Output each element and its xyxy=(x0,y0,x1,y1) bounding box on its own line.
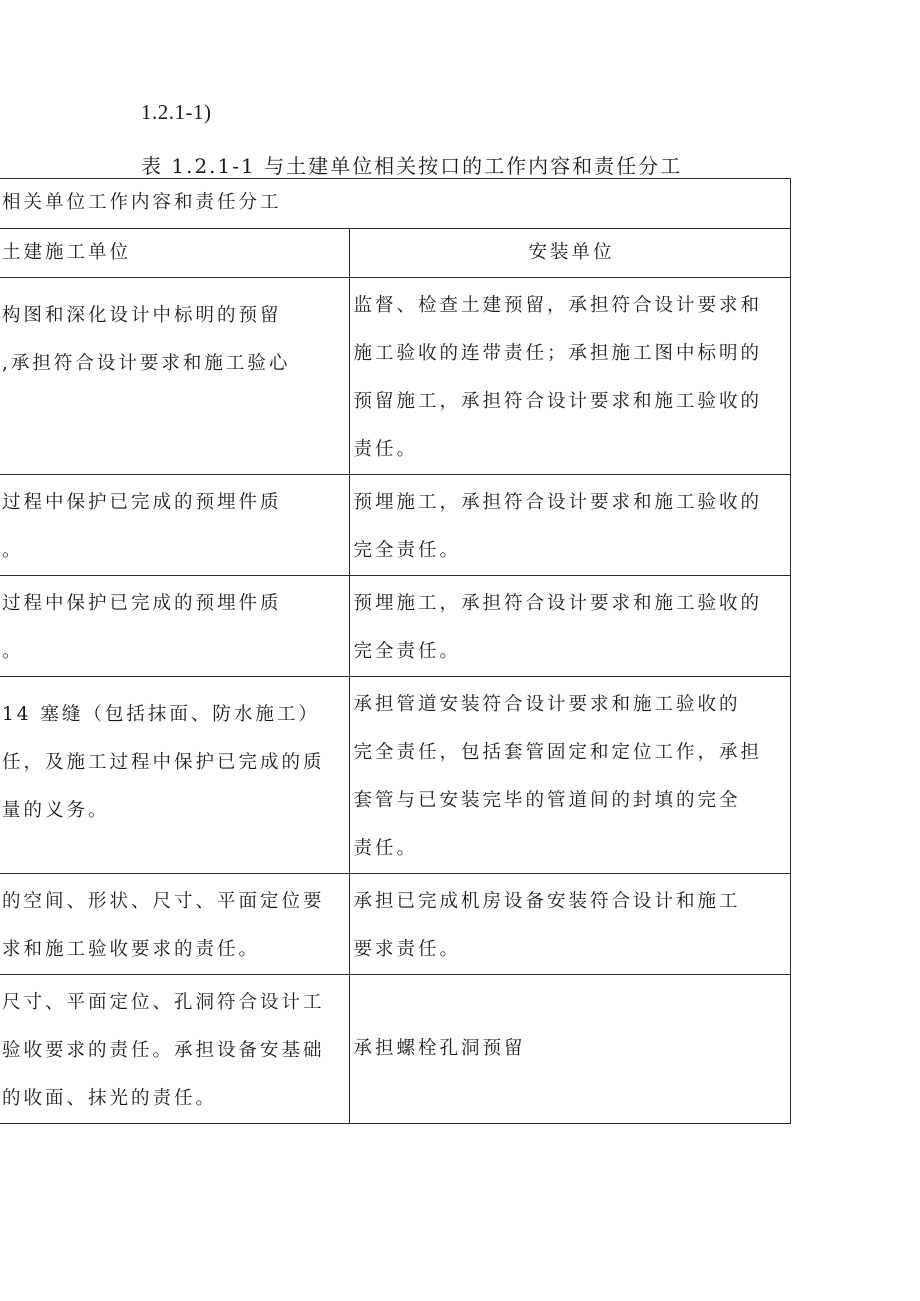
cell-line: 验收要求的责任。承担设备安基础 xyxy=(2,1040,325,1061)
cell-line: ,承担符合设计要求和施工验心 xyxy=(2,353,291,374)
cell-line: 。 xyxy=(2,540,24,561)
cell-line: 量的义务。 xyxy=(2,800,110,821)
table-row xyxy=(0,278,790,475)
cell-line: 过程中保护已完成的预埋件质 xyxy=(2,593,282,614)
table-row xyxy=(0,677,790,874)
cell-line: 责任。 xyxy=(353,439,419,460)
row-6-installation xyxy=(349,975,790,1124)
row-4-civil xyxy=(0,677,349,874)
row-6-civil xyxy=(0,975,349,1124)
cell-line: 预埋施工，承担符合设计要求和施工验收的 xyxy=(353,492,763,513)
cell-line: 承担螺栓孔洞预留 xyxy=(353,1038,526,1059)
cell-line: 要求责任。 xyxy=(353,939,462,960)
row-5-civil xyxy=(0,874,349,975)
header-installation-contractor: 安装单位 xyxy=(349,229,790,278)
row-2-installation xyxy=(349,475,790,576)
cell-line: 过程中保护已完成的预埋件质 xyxy=(2,492,282,513)
responsibility-table xyxy=(0,178,791,1124)
cell-line: 任，及施工过程中保护已完成的质 xyxy=(2,752,325,773)
cell-line: 完全责任，包括套管固定和定位工作，承担 xyxy=(353,742,763,763)
row-1-installation xyxy=(349,278,790,475)
row-4-installation xyxy=(349,677,790,874)
row-2-civil xyxy=(0,475,349,576)
table-row xyxy=(0,874,790,975)
section-reference: 1.2.1-1) xyxy=(141,100,212,124)
cell-line: 求和施工验收要求的责任。 xyxy=(2,939,261,960)
table-row xyxy=(0,576,790,677)
cell-line: 预埋施工，承担符合设计要求和施工验收的 xyxy=(353,593,763,614)
row-5-installation xyxy=(349,874,790,975)
table-row xyxy=(0,475,790,576)
cell-line: 的收面、抹光的责任。 xyxy=(2,1088,218,1109)
cell-line: 完全责任。 xyxy=(353,540,462,561)
cell-line: 。 xyxy=(2,641,24,662)
header-civil-contractor: 土建施工单位 xyxy=(0,229,349,278)
row-3-installation xyxy=(349,576,790,677)
table-caption: 表 1.2.1-1 与土建单位相关按口的工作内容和责任分工 xyxy=(141,154,683,178)
cell-line: 完全责任。 xyxy=(353,641,462,662)
cell-line: 构图和深化设计中标明的预留 xyxy=(2,305,282,326)
table-title: 相关单位工作内容和责任分工 xyxy=(0,179,790,229)
cell-line: 的空间、形状、尺寸、平面定位要 xyxy=(2,891,325,912)
cell-line: 施工验收的连带责任；承担施工图中标明的 xyxy=(353,343,763,364)
table-row xyxy=(0,975,790,1124)
cell-line: 套管与已安装完毕的管道间的封填的完全 xyxy=(353,790,741,811)
table-header-row xyxy=(0,229,790,278)
row-1-civil xyxy=(0,278,349,475)
cell-line: 尺寸、平面定位、孔洞符合设计工 xyxy=(2,992,325,1013)
cell-line: 14 塞缝（包括抹面、防水施工） xyxy=(2,704,320,725)
table-title-row xyxy=(0,179,790,229)
cell-line: 监督、检查土建预留，承担符合设计要求和 xyxy=(353,295,763,316)
cell-line: 责任。 xyxy=(353,838,419,859)
row-3-civil xyxy=(0,576,349,677)
cell-line: 预留施工，承担符合设计要求和施工验收的 xyxy=(353,391,763,412)
cell-line: 承担已完成机房设备安装符合设计和施工 xyxy=(353,891,741,912)
cell-line: 承担管道安装符合设计要求和施工验收的 xyxy=(353,694,741,715)
